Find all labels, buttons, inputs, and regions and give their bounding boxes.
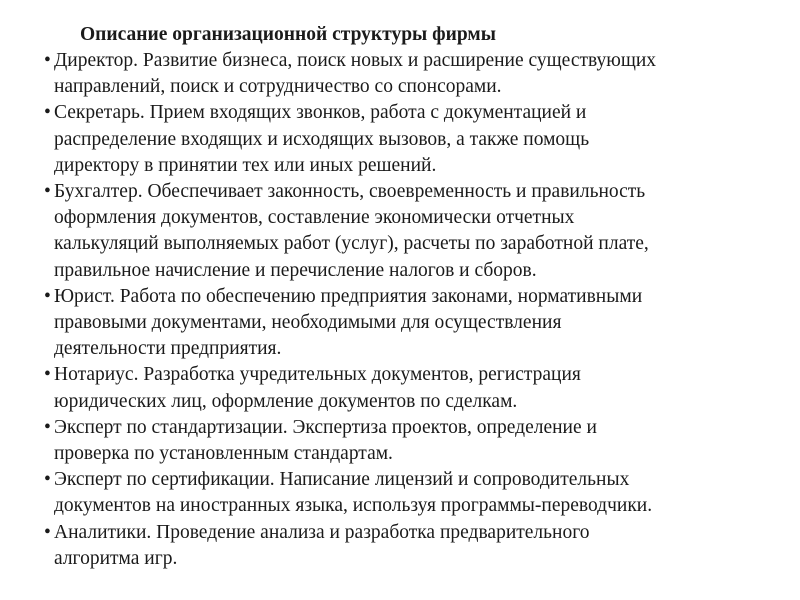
item-text-line: Бухгалтер. Обеспечивает законность, своевременность и правильность xyxy=(54,181,646,203)
page-title: Описание организационной структуры фирмы xyxy=(80,24,496,45)
item-text-line: директору в принятии тех или иных решений. xyxy=(54,154,437,176)
list-item-lawyer xyxy=(28,284,760,363)
bullet-icon: • xyxy=(44,416,51,438)
bullet-icon: • xyxy=(44,50,51,71)
item-text-line: направлений, поиск и сотрудничество со спонсорами. xyxy=(54,76,502,98)
role-list xyxy=(28,48,760,572)
item-text-line: алгоритма игр. xyxy=(54,547,178,569)
item-text-line: проверка по установленным стандартам. xyxy=(54,443,393,465)
item-text-line: Эксперт по сертификации. Написание лицензий и сопроводительных xyxy=(54,469,630,491)
list-item-secretary xyxy=(28,100,760,179)
list-item-certification-expert xyxy=(28,467,760,519)
bullet-icon: • xyxy=(44,469,51,491)
item-text-line: оформления документов, составление экономически отчетных xyxy=(54,207,575,229)
item-text-line: Нотариус. Разработка учредительных документов, регистрация xyxy=(54,364,581,386)
item-text-line: правильное начисление и перечисление налогов и сборов. xyxy=(54,259,537,281)
item-text-line: Эксперт по стандартизации. Экспертиза проектов, определение и xyxy=(54,416,597,438)
item-text-line: Секретарь. Прием входящих звонков, работа с документацией и xyxy=(54,102,587,124)
list-item-director xyxy=(28,48,760,100)
bullet-icon: • xyxy=(44,285,51,307)
list-item-standardization-expert xyxy=(28,415,760,467)
item-text-line: правовыми документами, необходимыми для осуществления xyxy=(54,312,562,334)
item-text-line: Аналитики. Проведение анализа и разработка предварительного xyxy=(54,521,590,543)
item-text-line: Директор. Развитие бизнеса, поиск новых и расширение существующих xyxy=(54,50,657,71)
item-text-line: документов на иностранных языка, используя программы-переводчики. xyxy=(54,495,653,517)
bullet-icon: • xyxy=(44,364,51,386)
bullet-icon: • xyxy=(44,181,51,203)
bullet-icon: • xyxy=(44,521,51,543)
list-item-notary xyxy=(28,362,760,414)
item-text-line: юридических лиц, оформление документов по сделкам. xyxy=(54,390,518,412)
list-item-analysts xyxy=(28,520,760,572)
list-item-accountant xyxy=(28,179,760,284)
item-text-line: деятельности предприятия. xyxy=(54,338,282,360)
item-text-line: Юрист. Работа по обеспечению предприятия законами, нормативными xyxy=(54,285,643,307)
item-text-line: распределение входящих и исходящих вызовов, а также помощь xyxy=(54,128,590,150)
item-text-line: калькуляций выполняемых работ (услуг), расчеты по заработной плате, xyxy=(54,233,649,255)
bullet-icon: • xyxy=(44,102,51,124)
